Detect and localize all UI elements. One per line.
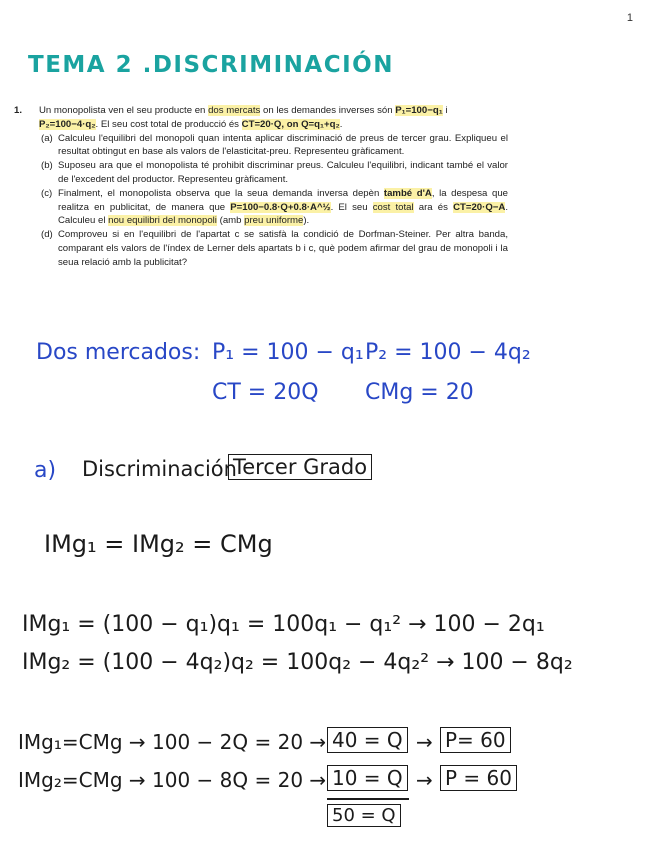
- part-text: . Calculeu el: [58, 201, 508, 227]
- notes-price-1: P= 60: [440, 727, 511, 753]
- arrow-icon: →: [416, 768, 433, 792]
- notes-section-a-box: Tercer Grado: [228, 454, 372, 480]
- part-b: [14, 159, 508, 187]
- notes-demand-1: P₁ = 100 − q₁: [212, 340, 364, 365]
- part-text: Suposeu ara que el monopolista té prohibit discriminar preus. Calculeu l'equilibri, indicant també el valor de l'excedent del productor. Representeu gràficament.: [58, 160, 508, 185]
- demand-1: P₁=100−q₁: [395, 105, 443, 116]
- part-a: [14, 132, 508, 160]
- part-label: (a): [41, 132, 53, 144]
- highlight-text: també d'A: [383, 187, 432, 199]
- problem-statement: [14, 104, 508, 270]
- intro-text: .: [339, 118, 343, 130]
- highlight-markets: dos mercats: [208, 105, 261, 116]
- highlight-text: P=100−0.8·Q+0.8·A^½: [230, 201, 331, 213]
- part-label: (d): [41, 229, 53, 241]
- highlight-text: CT=20·Q−A: [453, 201, 506, 213]
- page-number: 1: [626, 12, 633, 24]
- intro-text: . El seu cost total de producció és: [95, 118, 242, 130]
- notes-section-a-text: Discriminación: [82, 457, 237, 481]
- part-text: , la despesa que realitza en publicitat, de manera que: [58, 187, 508, 213]
- demand-2: P₂=100−4·q₂: [39, 118, 96, 130]
- part-text: Calculeu l'equilibri del monopoli quan intenta aplicar discriminació de preus de tercer grau. Expliqueu el resultat obtingut en base als valors de l'elasticitat-preu. Representeu gràficament.: [58, 132, 508, 158]
- notes-quantity-1: 40 = Q: [327, 727, 408, 753]
- intro-text: Un monopolista ven el seu producte en: [39, 105, 209, 116]
- notes-demand-2: P₂ = 100 − 4q₂: [365, 340, 531, 365]
- arrow-icon: →: [416, 730, 433, 754]
- notes-total-cost: CT = 20Q: [212, 380, 319, 405]
- sum-divider: [327, 798, 409, 800]
- part-text: (amb: [216, 215, 245, 227]
- part-text: ara és: [413, 201, 454, 213]
- notes-marginal-revenue-2: IMg₂ = (100 − 4q₂)q₂ = 100q₂ − 4q₂² → 100 − 8q₂: [22, 650, 573, 675]
- notes-marginal-revenue-1: IMg₁ = (100 − q₁)q₁ = 100q₁ − q₁² → 100 − 2q₁: [22, 612, 545, 637]
- part-text: Comproveu si en l'equilibri de l'apartat c se satisfà la condició de Dorfman-Steiner. Per altra banda, comparant els valors de l'índex de Lerner dels apartats b i c, què podem afirmar del grau de monopoli i la seua relació amb la publicitat?: [58, 229, 508, 268]
- part-text: Finalment, el monopolista observa que la seua demanda inversa depèn: [58, 187, 384, 199]
- intro-text: i: [442, 105, 448, 116]
- notes-marginal-cost: CMg = 20: [365, 380, 474, 405]
- notes-total-quantity: 50 = Q: [327, 804, 401, 827]
- highlight-text: preu uniforme: [244, 215, 304, 227]
- part-text: . El seu: [330, 201, 373, 213]
- part-label: (c): [41, 187, 53, 199]
- part-d: [14, 228, 508, 269]
- problem-number: 1.: [14, 105, 23, 116]
- cost-function: CT=20·Q, on Q=q₁+q₂: [241, 118, 340, 130]
- part-text: ).: [303, 215, 310, 227]
- notes-equilibrium-1: IMg₁=CMg → 100 − 2Q = 20 →: [18, 730, 327, 754]
- notes-price-2: P = 60: [440, 765, 517, 791]
- notes-section-a-label: a): [34, 458, 57, 483]
- problem-intro: [14, 104, 508, 132]
- highlight-text: nou equilibri del monopoli: [108, 215, 217, 227]
- part-label: (b): [41, 160, 53, 172]
- notes-condition: IMg₁ = IMg₂ = CMg: [44, 530, 273, 558]
- intro-text: on les demandes inverses són: [260, 105, 396, 116]
- notes-quantity-2: 10 = Q: [327, 765, 408, 791]
- page-title: TEMA 2 .DISCRIMINACIÓN: [28, 52, 394, 78]
- highlight-text: cost total: [372, 201, 414, 213]
- part-c: [14, 187, 508, 228]
- notes-markets-label: Dos mercados:: [36, 340, 201, 365]
- notes-equilibrium-2: IMg₂=CMg → 100 − 8Q = 20 →: [18, 768, 327, 792]
